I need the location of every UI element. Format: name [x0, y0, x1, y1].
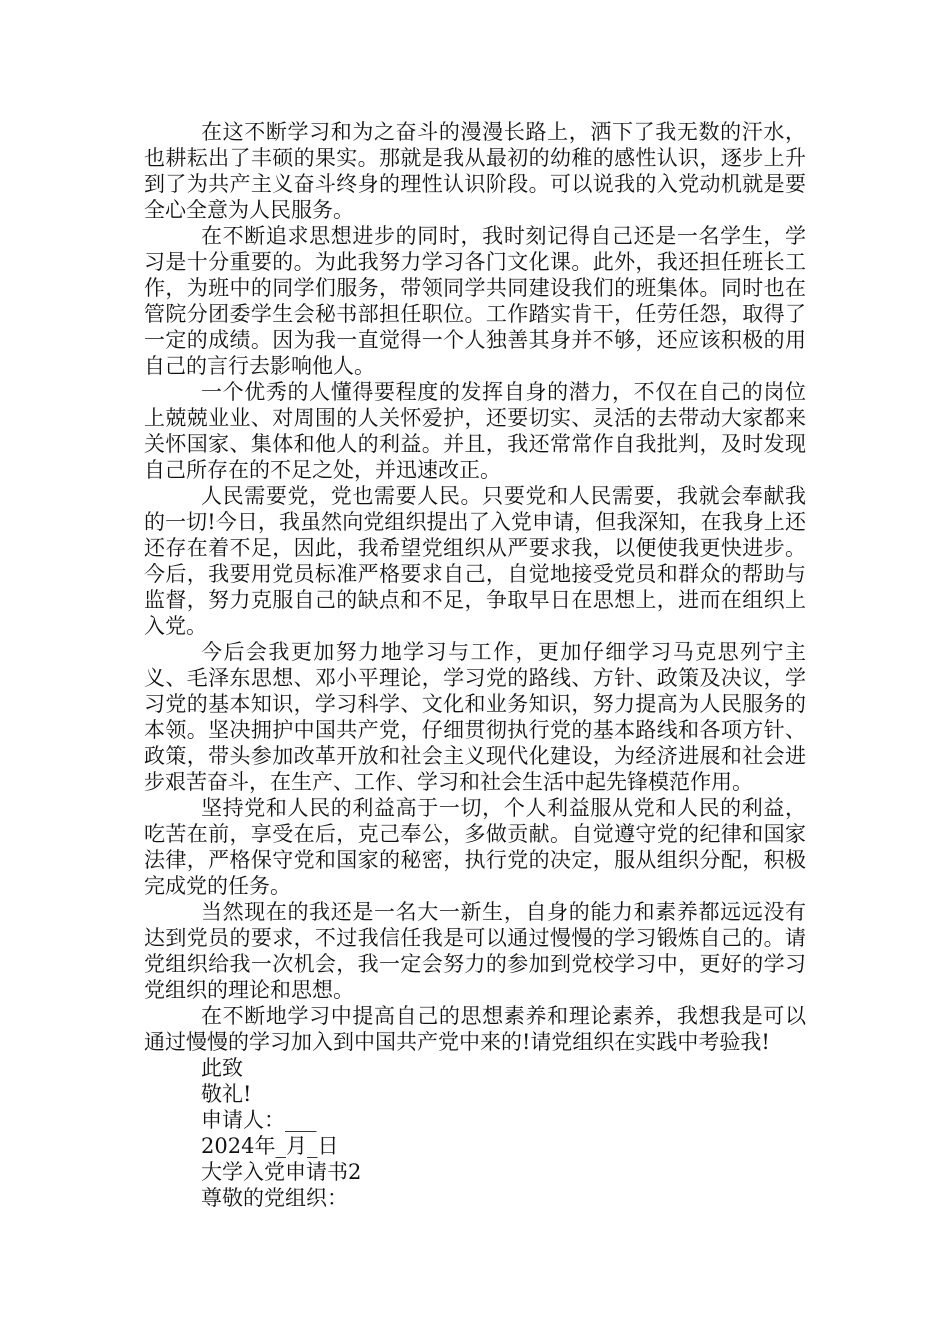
paragraph: 今后会我更加努力地学习与工作，更加仔细学习马克思列宁主义、毛泽东思想、邓小平理论，学习党的路线、方针、政策及决议，学习党的基本知识，学习科学、文化和业务知识，努力提高为人民服务的本领。坚决拥护中国共产党，仔细贯彻执行党的基本路线和各项方针、政策，带头参加改革开放和社会主义现代化建设，为经济进展和社会进步艰苦奋斗，在生产、工作、学习和社会生活中起先锋模范作用。	[144, 640, 806, 794]
paragraph: 坚持党和人民的利益高于一切，个人利益服从党和人民的利益，吃苦在前，享受在后，克己奉公，多做贡献。自觉遵守党的纪律和国家法律，严格保守党和国家的秘密，执行党的决定，服从组织分配，积极完成党的任务。	[144, 796, 806, 898]
document-body	[144, 119, 806, 1211]
paragraph: 人民需要党，党也需要人民。只要党和人民需要，我就会奉献我的一切!今日，我虽然向党组织提出了入党申请，但我深知，在我身上还还存在着不足，因此，我希望党组织从严要求我，以便使我更快进步。今后，我要用党员标准严格要求自己，自觉地接受党员和群众的帮助与监督，努力克服自己的缺点和不足，争取早日在思想上，进而在组织上入党。	[144, 484, 806, 638]
applicant-line: 申请人：___	[201, 1108, 317, 1132]
salute-line: 敬礼!	[201, 1082, 252, 1106]
paragraph: 一个优秀的人懂得要程度的发挥自身的潜力，不仅在自己的岗位上兢兢业业、对周围的人关怀爱护，还要切实、灵活的去带动大家都来关怀国家、集体和他人的利益。并且，我还常常作自我批判，及时发现自己所存在的不足之处，并迅速改正。	[144, 380, 806, 482]
next-document-greeting: 尊敬的党组织：	[201, 1186, 348, 1210]
paragraph: 在这不断学习和为之奋斗的漫漫长路上，洒下了我无数的汗水，也耕耘出了丰硕的果实。那就是我从最初的幼稚的感性认识，逐步上升到了为共产主义奋斗终身的理性认识阶段。可以说我的入党动机就是要全心全意为人民服务。	[144, 120, 806, 222]
closing-line: 此致	[201, 1056, 243, 1080]
next-document-title: 大学入党申请书2	[201, 1160, 362, 1184]
date-line: 2024年_月_日	[201, 1134, 339, 1158]
paragraph: 在不断地学习中提高自己的思想素养和理论素养，我想我是可以通过慢慢的学习加入到中国共产党中来的!请党组织在实践中考验我!	[144, 1004, 806, 1054]
paragraph: 当然现在的我还是一名大一新生，自身的能力和素养都远远没有达到党员的要求，不过我信任我是可以通过慢慢的学习锻炼自己的。请党组织给我一次机会，我一定会努力的参加到党校学习中，更好的学习党组织的理论和思想。	[144, 900, 806, 1002]
paragraph: 在不断追求思想进步的同时，我时刻记得自己还是一名学生，学习是十分重要的。为此我努力学习各门文化课。此外，我还担任班长工作，为班中的同学们服务，带领同学共同建设我们的班集体。同时也在管院分团委学生会秘书部担任职位。工作踏实肯干，任劳任怨，取得了一定的成绩。因为我一直觉得一个人独善其身并不够，还应该积极的用自己的言行去影响他人。	[144, 224, 806, 378]
